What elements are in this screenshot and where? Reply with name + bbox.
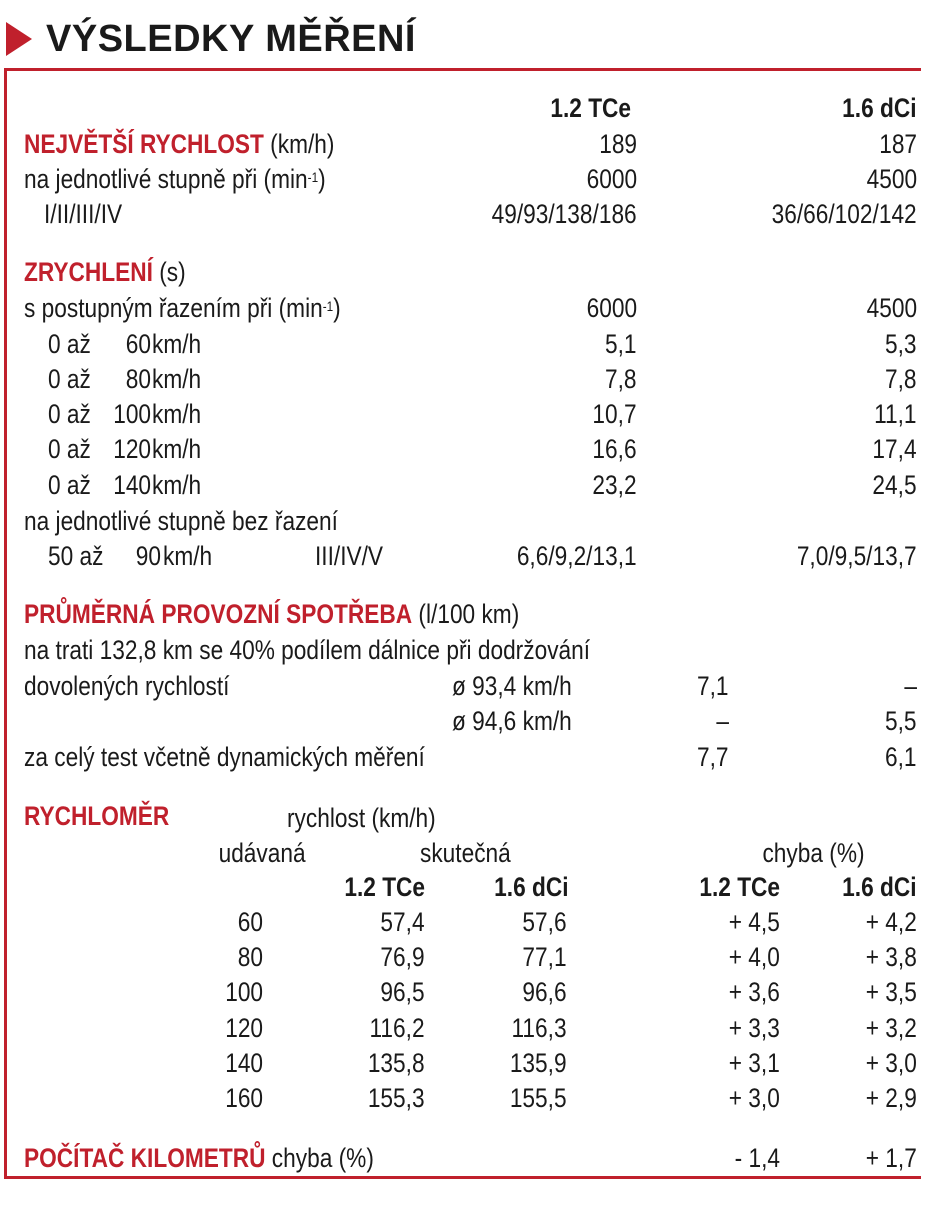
- accel-row-value-2: 5,3: [885, 329, 917, 359]
- speed-rpm-2: 4500: [866, 164, 917, 194]
- col-header-engine-1: 1.2 TCe: [550, 93, 631, 123]
- elasticity-value-2: 7,0/9,5/13,7: [797, 541, 917, 571]
- bottom-divider: [4, 1176, 921, 1179]
- accel-row-unit: km/h: [152, 434, 202, 464]
- speedo-row-real-2: 116,3: [511, 1013, 567, 1043]
- speed-value-2: 187: [879, 129, 917, 159]
- accel-row-from: 0 až: [48, 434, 91, 464]
- accel-row-value-2: 17,4: [872, 434, 917, 464]
- consumption-unit: (l/100 km): [418, 599, 520, 629]
- accel-row-unit: km/h: [152, 329, 202, 359]
- accel-row-value-1: 10,7: [592, 399, 637, 429]
- page-title: VÝSLEDKY MĚŘENÍ: [46, 17, 416, 60]
- odometer-label: chyba (%): [271, 1143, 374, 1173]
- accel-shift-rpm-2: 4500: [866, 293, 917, 323]
- speed-rpm-label: na jednotlivé stupně při $(\min^{-1})$: [24, 164, 326, 194]
- speedo-col-real: skutečná: [420, 838, 511, 868]
- speedo-row-shown: 160: [225, 1083, 263, 1113]
- speedo-row-error-1: + 3,3: [728, 1013, 780, 1043]
- accel-row-unit: km/h: [152, 364, 202, 394]
- accel-row-to: 80: [125, 364, 151, 394]
- speedo-row-shown: 120: [225, 1013, 263, 1043]
- speedo-row-error-1: + 3,0: [728, 1083, 780, 1113]
- speedo-row-real-1: 155,3: [368, 1083, 425, 1113]
- accel-row-value-1: 16,6: [592, 434, 637, 464]
- speedo-row-error-2: + 4,2: [865, 907, 917, 937]
- speed-heading: NEJVĚTŠÍ RYCHLOST: [24, 129, 264, 159]
- speed-heading-line: [24, 128, 334, 160]
- accel-row-from: 0 až: [48, 470, 91, 500]
- speed-gears-1: 49/93/138/186: [491, 199, 637, 229]
- speedo-subheading: rychlost (km/h): [287, 803, 436, 833]
- speedo-row-real-1: 57,4: [380, 907, 425, 937]
- speedo-real-engine-2: 1.6 dCi: [494, 872, 569, 902]
- col-header-engine-2: 1.6 dCi: [842, 93, 917, 123]
- speedo-row-error-1: + 3,6: [728, 977, 780, 1007]
- consumption-desc-line-1: na trati 132,8 km se 40% podílem dálnice při dodržování: [24, 635, 591, 665]
- accel-row-unit: km/h: [152, 399, 202, 429]
- consumption-total-value-1: 7,7: [697, 742, 729, 772]
- accel-row-unit: km/h: [152, 470, 202, 500]
- speedo-row-real-2: 96,6: [522, 977, 567, 1007]
- elasticity-to: 90: [135, 541, 161, 571]
- consumption-avg2-value-1: –: [716, 706, 729, 736]
- speedo-col-shown: udávaná: [218, 838, 306, 868]
- speedo-row-shown: 100: [225, 977, 263, 1007]
- accel-no-shift-label: na jednotlivé stupně bez řazení: [24, 506, 338, 536]
- consumption-heading: PRŮMĚRNÁ PROVOZNÍ SPOTŘEBA: [24, 599, 413, 629]
- accel-row-value-1: 5,1: [605, 329, 637, 359]
- consumption-avg1-value-2: –: [904, 671, 917, 701]
- accel-row-from: 0 až: [48, 329, 91, 359]
- consumption-heading-line: [24, 598, 519, 630]
- speedo-heading: RYCHLOMĚR: [24, 801, 170, 831]
- consumption-total-label: za celý test včetně dynamických měření: [24, 742, 425, 772]
- consumption-avg-speed-2: ø 94,6 km/h: [452, 706, 572, 736]
- accel-unit: (s): [159, 257, 186, 287]
- accel-heading: ZRYCHLENÍ: [24, 257, 153, 287]
- elasticity-from: 50 až: [48, 541, 104, 571]
- accel-row-value-2: 7,8: [885, 364, 917, 394]
- accel-row-value-1: 23,2: [592, 470, 637, 500]
- speedo-row-real-2: 135,9: [510, 1048, 567, 1078]
- triangle-right-icon: [6, 22, 32, 56]
- speedo-row-error-1: + 4,5: [728, 907, 780, 937]
- accel-heading-line: [24, 256, 186, 288]
- speed-value-1: 189: [599, 129, 637, 159]
- consumption-total-value-2: 6,1: [885, 742, 917, 772]
- speedo-row-error-1: + 4,0: [728, 942, 780, 972]
- speedo-error-engine-1: 1.2 TCe: [699, 872, 780, 902]
- elasticity-unit: km/h: [163, 541, 213, 571]
- elasticity-gears: III/IV/V: [315, 541, 384, 571]
- accel-row-to: 120: [113, 434, 151, 464]
- consumption-avg1-value-1: 7,1: [697, 671, 729, 701]
- speedo-row-shown: 60: [237, 907, 263, 937]
- consumption-avg-speed-1: ø 93,4 km/h: [452, 671, 572, 701]
- speed-unit: (km/h): [270, 129, 335, 159]
- odometer-error-2: + 1,7: [865, 1143, 917, 1173]
- speed-gears-label: I/II/III/IV: [44, 199, 123, 229]
- speedo-row-real-1: 96,5: [380, 977, 425, 1007]
- odometer-heading: POČÍTAČ KILOMETRŮ: [24, 1143, 266, 1173]
- speed-gears-2: 36/66/102/142: [771, 199, 917, 229]
- accel-shift-rpm-1: 6000: [586, 293, 637, 323]
- speedo-error-engine-2: 1.6 dCi: [842, 872, 917, 902]
- speedo-row-shown: 80: [237, 942, 263, 972]
- speedo-row-error-2: + 3,0: [865, 1048, 917, 1078]
- speedo-row-error-2: + 3,8: [865, 942, 917, 972]
- speedo-row-real-2: 57,6: [522, 907, 567, 937]
- speedo-row-error-1: + 3,1: [728, 1048, 780, 1078]
- consumption-avg2-value-2: 5,5: [885, 706, 917, 736]
- accel-row-value-2: 24,5: [872, 470, 917, 500]
- accel-row-from: 0 až: [48, 399, 91, 429]
- speedo-col-error: chyba (%): [762, 838, 865, 868]
- odometer-error-1: - 1,4: [734, 1143, 780, 1173]
- speedo-row-real-2: 77,1: [522, 942, 567, 972]
- speed-rpm-1: 6000: [586, 164, 637, 194]
- speedo-row-error-2: + 3,5: [865, 977, 917, 1007]
- speedo-row-error-2: + 3,2: [865, 1013, 917, 1043]
- accel-row-to: 140: [113, 470, 151, 500]
- consumption-desc-line-2: dovolených rychlostí: [24, 671, 230, 701]
- accel-row-value-1: 7,8: [605, 364, 637, 394]
- accel-row-to: 60: [125, 329, 151, 359]
- speedo-row-real-1: 76,9: [380, 942, 425, 972]
- speedo-row-real-1: 116,2: [369, 1013, 425, 1043]
- speedo-row-error-2: + 2,9: [865, 1083, 917, 1113]
- odometer-heading-line: [24, 1142, 374, 1174]
- speedo-row-shown: 140: [225, 1048, 263, 1078]
- speedo-row-real-2: 155,5: [510, 1083, 567, 1113]
- speedo-row-real-1: 135,8: [368, 1048, 425, 1078]
- accel-row-to: 100: [113, 399, 151, 429]
- accel-row-value-2: 11,1: [874, 399, 917, 429]
- elasticity-value-1: 6,6/9,2/13,1: [517, 541, 637, 571]
- speedo-real-engine-1: 1.2 TCe: [344, 872, 425, 902]
- accel-shift-label: s postupným řazením při $(\min^{-1})$: [24, 293, 341, 323]
- page-header: [0, 14, 416, 64]
- accel-row-from: 0 až: [48, 364, 91, 394]
